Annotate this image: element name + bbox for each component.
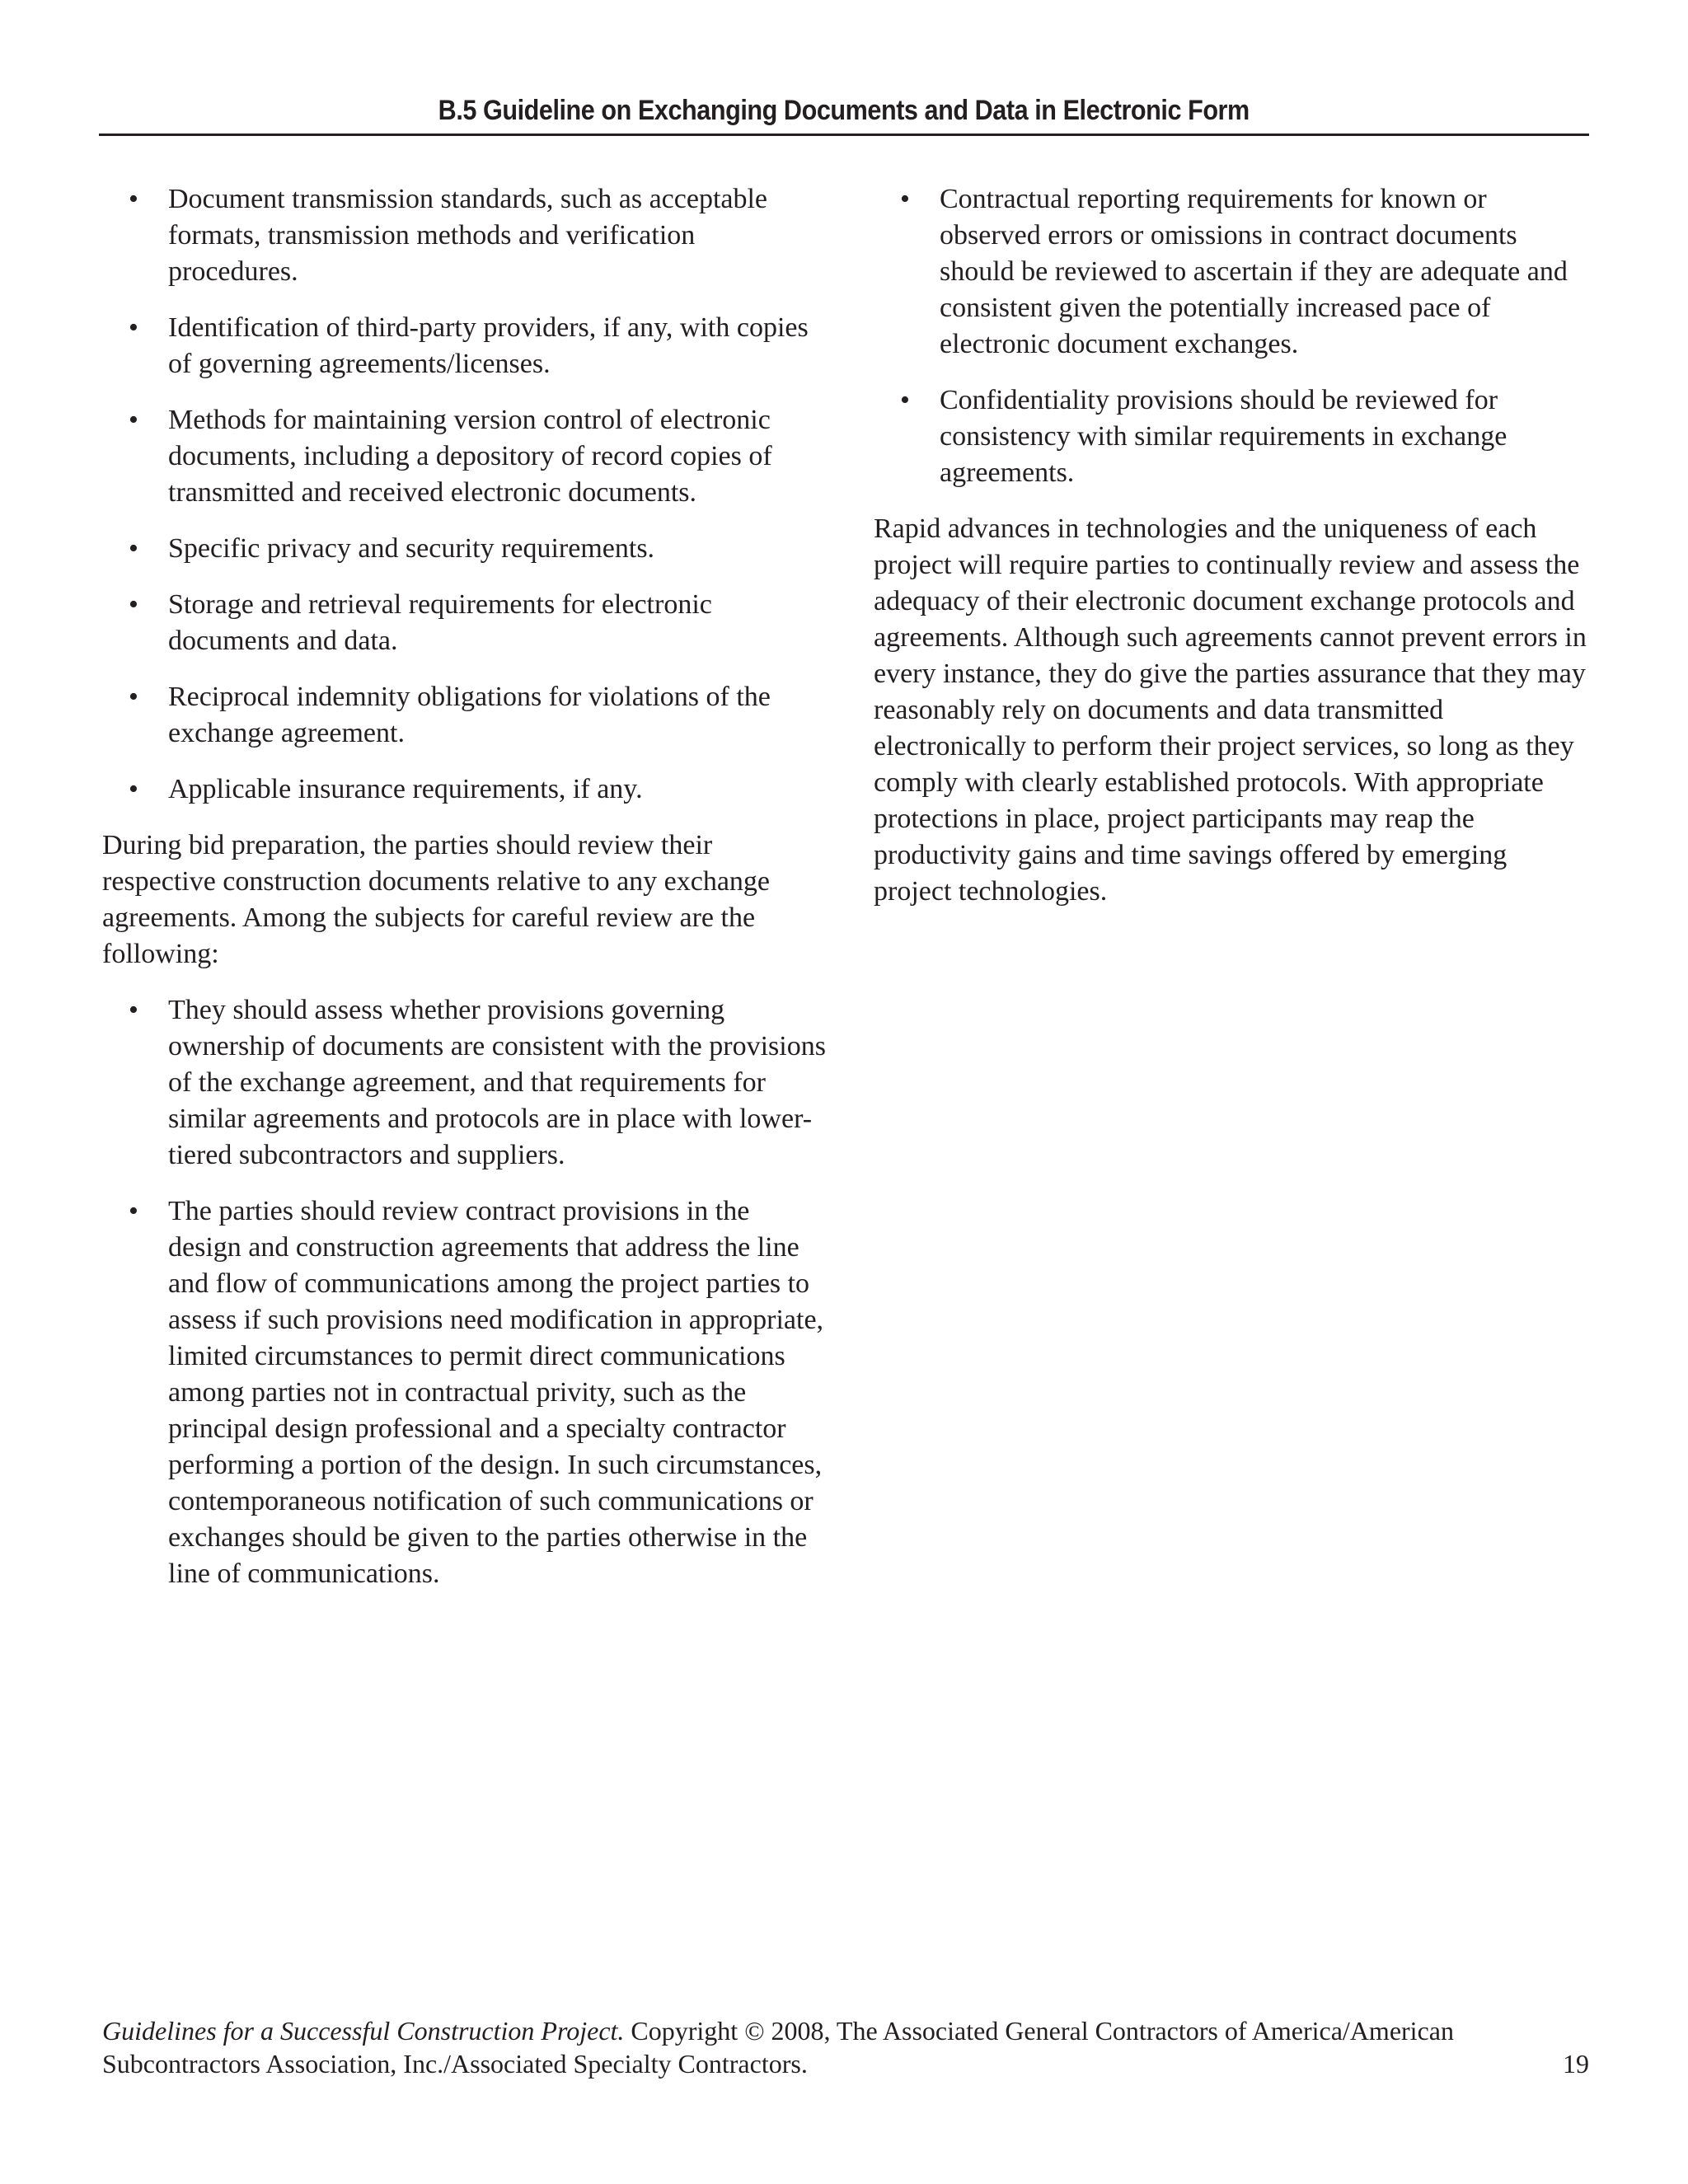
- publication-title: Guidelines for a Successful Construction Project.: [102, 2016, 625, 2046]
- page-footer: [102, 2014, 1589, 2080]
- section-title: B.5 Guideline on Exchanging Documents and Data in Electronic Form: [438, 95, 1250, 126]
- list-item-text: Confidentiality provisions should be reviewed for consistency with similar requirements in exchange agreements.: [940, 385, 1507, 488]
- bullet-icon: •: [900, 385, 910, 415]
- list-item-text: Document transmission standards, such as acceptable formats, transmission methods and verification procedures.: [168, 184, 768, 287]
- list-item-text: Identification of third-party providers, if any, with copies of governing agreements/licenses.: [168, 312, 809, 379]
- list-item: [102, 992, 826, 1174]
- list-item: [102, 771, 826, 808]
- bullet-icon: •: [129, 312, 138, 343]
- bullet-icon: •: [129, 533, 138, 564]
- list-item-text: Applicable insurance requirements, if any.: [168, 774, 643, 804]
- page-number: 19: [1563, 2049, 1589, 2079]
- list-item: [874, 382, 1591, 491]
- bullet-icon: •: [129, 995, 138, 1025]
- footer-copyright-line: [102, 2014, 1589, 2047]
- list-item: [102, 679, 826, 752]
- list-item-text: Methods for maintaining version control of electronic documents, including a depository of record copies of transmitted and received electronic documents.: [168, 405, 772, 508]
- bullet-list-protocol-items: [102, 181, 826, 808]
- list-item-text: They should assess whether provisions governing ownership of documents are consistent with the provisions of the exchange agreement, and that requirements for similar agreements and protocols are in place with lower-tiered subcontractors and suppliers.: [168, 995, 826, 1170]
- body-paragraph: Rapid advances in technologies and the uniqueness of each project will require parties to continually review and assess the adequacy of their electronic document exchange protocols and agreements. Although such agreements cannot prevent errors in every instance, they do give the parties assurance that they may reasonably rely on documents and data transmitted electronically to perform their project services, so long as they comply with clearly established protocols. With appropriate protections in place, project participants may reap the productivity gains and time savings offered by emerging project technologies.: [874, 513, 1587, 907]
- right-column: [874, 181, 1591, 930]
- bullet-icon: •: [129, 589, 138, 620]
- bullet-icon: •: [900, 184, 910, 214]
- list-item: [102, 181, 826, 290]
- list-item-text: Reciprocal indemnity obligations for violations of the exchange agreement.: [168, 682, 771, 748]
- bullet-list-review-subjects: [102, 992, 826, 1592]
- copyright-text: Copyright © 2008, The Associated General Contractors of America/American: [624, 2016, 1454, 2046]
- bullet-icon: •: [129, 184, 138, 214]
- body-paragraph: During bid preparation, the parties should review their respective construction documents relative to any exchange agreements. Among the subjects for careful review are the following:: [102, 830, 771, 969]
- list-item: [102, 310, 826, 382]
- list-item: [102, 587, 826, 659]
- footer-copyright-line-2: Subcontractors Association, Inc./Associated Specialty Contractors.: [102, 2049, 808, 2079]
- list-item-text: Contractual reporting requirements for known or observed errors or omissions in contract documents should be reviewed to ascertain if they are adequate and consistent given the potentially increased pace of electronic document exchanges.: [940, 184, 1568, 359]
- list-item: [102, 1193, 826, 1592]
- page-header: [99, 92, 1589, 136]
- list-item-text: Storage and retrieval requirements for electronic documents and data.: [168, 589, 712, 656]
- bullet-icon: •: [129, 1196, 138, 1226]
- left-column: [102, 181, 826, 1612]
- bullet-icon: •: [129, 682, 138, 712]
- list-item: [874, 181, 1591, 363]
- bullet-icon: •: [129, 774, 138, 804]
- bullet-icon: •: [129, 405, 138, 435]
- list-item: [102, 402, 826, 511]
- list-item-text: Specific privacy and security requirements.: [168, 533, 655, 564]
- list-item: [102, 531, 826, 567]
- bullet-list-contract-review: [874, 181, 1591, 491]
- list-item-text: The parties should review contract provisions in the design and construction agreements that address the line and flow of communications among the project parties to assess if such provisions need modification in appropriate, limited circumstances to permit direct communications among parties not in contractual privity, such as the principal design professional and a specialty contractor performing a portion of the design. In such circumstances, contemporaneous notification of such communications or exchanges should be given to the parties otherwise in the line of communications.: [168, 1196, 824, 1589]
